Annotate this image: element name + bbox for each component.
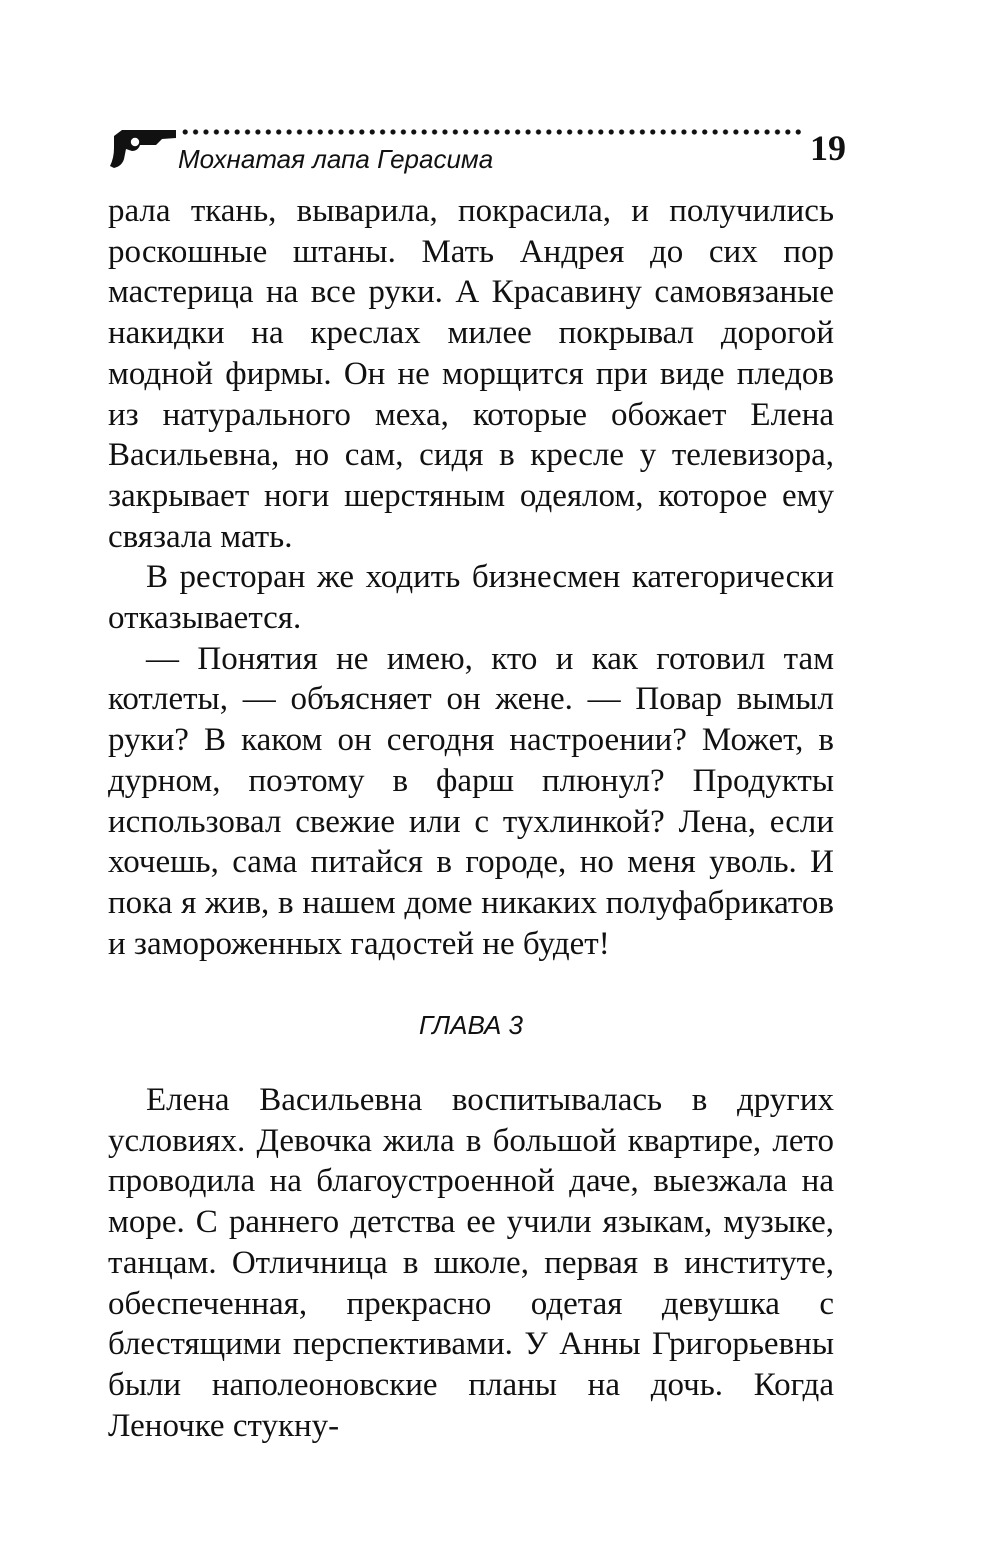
page-header xyxy=(108,122,848,182)
running-title: Мохнатая лапа Герасима xyxy=(178,144,494,174)
page-number: 19 xyxy=(810,128,846,168)
chapter-heading: ГЛАВА 3 xyxy=(419,1010,523,1040)
text-block-after-chapter xyxy=(108,1080,834,1446)
paragraph: рала ткань, выварила, покрасила, и получились роскошные штаны. Мать Андрея до сих пор мастерица на все руки. А Красавину самовязаные накидки на креслах милее покрывал дорогой модной фирмы. Он не морщится при виде пледов из натурального меха, которые обожает Елена Васильевна, но сам, сидя в кресле у телевизора, закрывает ноги шерстяным одеялом, которое ему связала мать. xyxy=(108,193,834,555)
revolver-icon xyxy=(108,128,178,172)
header-dot-leader xyxy=(180,126,802,138)
paragraph: В ресторан же ходить бизнесмен категорически отказывается. xyxy=(108,559,834,637)
text-block-before-chapter xyxy=(108,191,834,964)
paragraph: — Понятия не имею, кто и как готовил там котлеты, — объясняет он жене. — Повар вымыл руки? В каком он сегодня настроении? Может, в дурном, поэтому в фарш плюнул? Продукты использовал свежие или с тухлинкой? Лена, если хочешь, сама питайся в городе, но меня уволь. И пока я жив, в нашем доме никаких полуфабрикатов и замороженных гадостей не будет! xyxy=(108,640,834,962)
paragraph: Елена Васильевна воспитывалась в других условиях. Девочка жила в большой квартире, лето проводила на благоустроенной даче, выезжала на море. С раннего детства ее учили языкам, музыке, танцам. Отличница в школе, первая в институте, обеспеченная, прекрасно одетая девушка с блестящими перспективами. У Анны Григорьевны были наполеоновские планы на дочь. Когда Леночке стукну- xyxy=(108,1082,834,1444)
